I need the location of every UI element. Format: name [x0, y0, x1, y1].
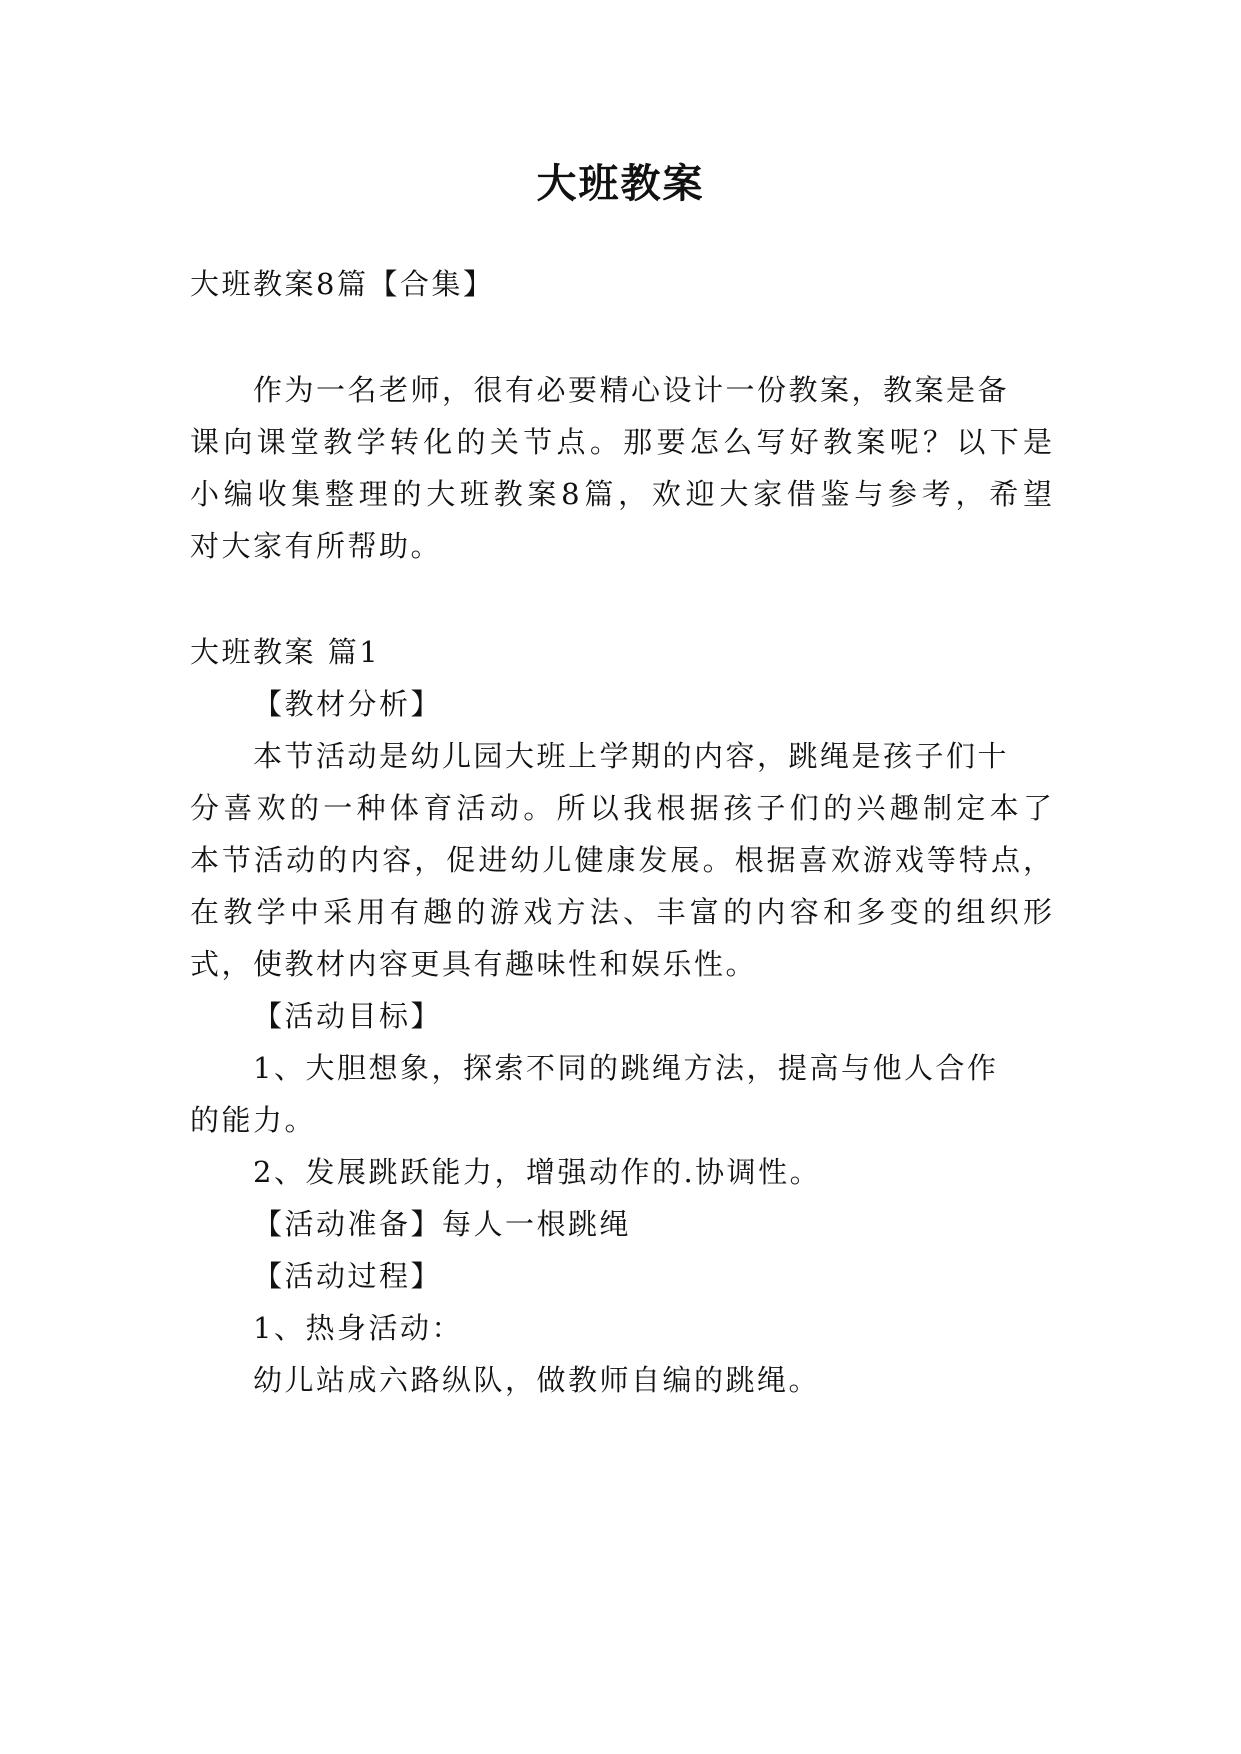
material-paragraph-line: 本节活动的内容，促进幼儿健康发展。根据喜欢游戏等特点， — [190, 843, 1052, 877]
document-subtitle: 大班教案8篇【合集】 — [190, 267, 495, 301]
material-paragraph-line: 在教学中采用有趣的游戏方法、丰富的内容和多变的组织形 — [190, 895, 1052, 929]
goal-line: 1、大胆想象，探索不同的跳绳方法，提高与他人合作 — [253, 1051, 999, 1085]
intro-paragraph-line: 小编收集整理的大班教案8篇，欢迎大家借鉴与参考，希望 — [190, 477, 1052, 511]
process-step: 1、热身活动： — [253, 1311, 463, 1345]
material-paragraph-line: 分喜欢的一种体育活动。所以我根据孩子们的兴趣制定本了 — [190, 791, 1052, 825]
goals-heading: 【活动目标】 — [253, 999, 443, 1033]
intro-paragraph-line: 课向课堂教学转化的关节点。那要怎么写好教案呢？以下是 — [190, 425, 1052, 459]
intro-paragraph-line: 作为一名老师，很有必要精心设计一份教案，教案是备 — [253, 373, 1010, 407]
goal-line: 2、发展跳跃能力，增强动作的.协调性。 — [253, 1155, 822, 1189]
document-title: 大班教案 — [536, 161, 705, 207]
material-heading: 【教材分析】 — [253, 687, 443, 721]
goal-line: 的能力。 — [190, 1103, 317, 1137]
intro-paragraph-line: 对大家有所帮助。 — [190, 529, 443, 563]
material-paragraph-line: 式，使教材内容更具有趣味性和娱乐性。 — [190, 947, 758, 981]
process-step-detail: 幼儿站成六路纵队，做教师自编的跳绳。 — [253, 1363, 821, 1397]
material-paragraph-line: 本节活动是幼儿园大班上学期的内容，跳绳是孩子们十 — [253, 739, 1010, 773]
section-heading: 大班教案 篇1 — [190, 635, 381, 669]
preparation-line: 【活动准备】每人一根跳绳 — [253, 1207, 632, 1241]
process-heading: 【活动过程】 — [253, 1259, 443, 1293]
